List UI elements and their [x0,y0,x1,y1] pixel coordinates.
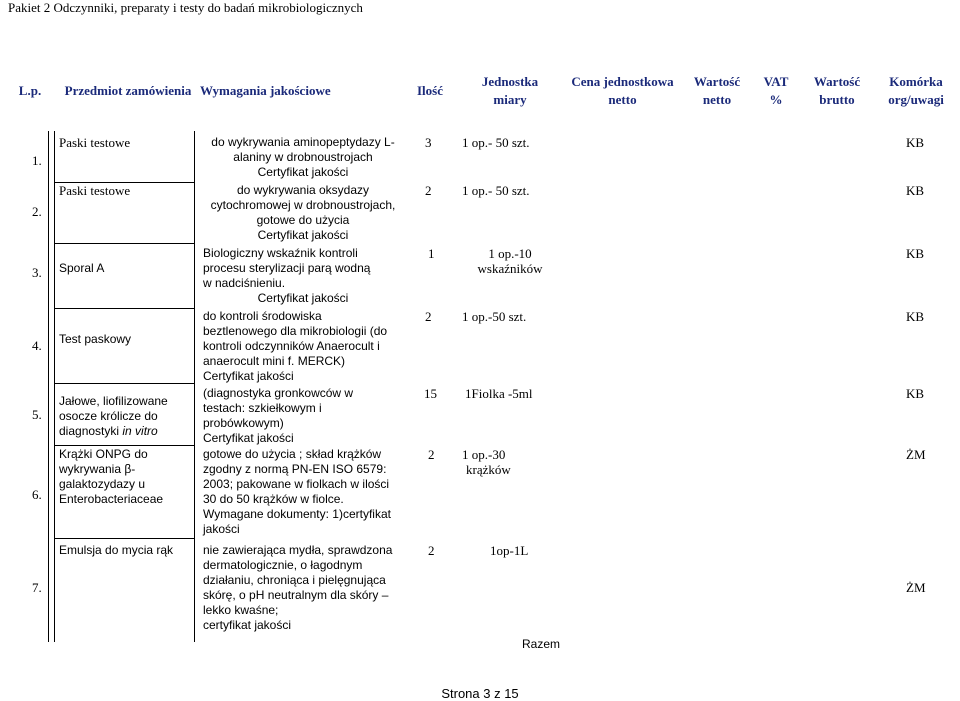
unit-line: wskaźników [477,261,543,276]
row-number: 3. [32,265,42,280]
requirements-line: skórę, o pH neutralnym dla skóry – [203,588,389,602]
header-value-gross [806,73,868,109]
row-org: KB [906,183,925,198]
row-number: 6. [32,487,42,502]
header-value-gross-line1: Wartość [813,74,861,89]
row-quantity: 15 [424,386,437,401]
requirements-line: 30 do 50 krążków w fiolce. [203,492,344,506]
table-divider [54,308,194,309]
requirements-line: gotowe do użycia [256,213,350,227]
header-value-net [686,73,748,109]
row-unit: 1 op.- 50 szt. [462,183,530,198]
document-title: Pakiet 2 Odczynniki, preparaty i testy do badań mikrobiologicznych [8,0,363,15]
subject-line: Krążki ONPG do [59,447,148,461]
unit-line: krążków [466,462,511,477]
row-org: KB [906,246,925,261]
header-value-net-line2: netto [702,92,732,107]
header-unit-line2: miary [493,92,527,107]
row-quantity: 2 [425,309,432,324]
row-quantity: 2 [428,543,435,558]
row-subject: Test paskowy [59,332,132,346]
subject-line-italic: in vitro [122,424,158,438]
row-requirements [203,135,403,180]
row-subject: Paski testowe [59,183,131,198]
row-subject [59,394,168,439]
row-requirements [203,386,403,446]
requirements-line: kontroli odczynników Anaerocult i [203,339,380,353]
requirements-line: gotowe do użycia ; skład krążków [203,447,382,461]
subject-line: galaktozydazy u [59,477,146,491]
table-divider [54,243,194,244]
header-org-line2: org/uwagi [888,92,944,107]
header-org-line1: Komórka [889,74,943,89]
header-unit-line1: Jednostka [481,74,539,89]
row-org: ŻM [906,580,926,595]
subject-line [59,424,168,439]
requirements-line: w nadciśnieniu. [203,276,286,290]
table-divider [48,131,49,642]
header-vat [752,73,800,109]
row-quantity: 2 [428,447,435,462]
row-unit: 1Fiolka -5ml [465,386,533,401]
requirements-line: anaerocult mini f. MERCK) [203,354,346,368]
row-unit: 1op-1L [490,543,529,558]
subject-line: Enterobacteriaceae [59,492,164,506]
row-requirements [203,183,403,243]
row-requirements [203,246,403,306]
header-subject: Przedmiot zamówienia [64,83,192,98]
requirements-line: do wykrywania aminopeptydazy L- [211,135,395,149]
header-unit-price-line1: Cena jednostkowa [571,74,674,89]
requirements-line: Wymagane dokumenty: 1)certyfikat [203,507,391,521]
table-divider [54,445,194,446]
header-unit-price [560,73,685,109]
header-unit [470,73,550,109]
table-divider [194,131,195,642]
requirements-line: certyfikat jakości [203,618,292,632]
row-subject [59,447,163,507]
row-requirements [203,543,403,633]
requirements-line: cytochromowej w drobnoustrojach, [210,198,396,212]
requirements-line: dermatologicznie, o łagodnym [203,558,363,572]
header-value-net-line1: Wartość [693,74,741,89]
requirements-line: Certyfikat jakości [257,165,349,179]
header-vat-line2: % [769,92,783,107]
row-quantity: 1 [428,246,435,261]
header-value-gross-line2: brutto [819,92,855,107]
requirements-line: (diagnostyka gronkowców w [203,386,354,400]
requirements-line: 2003; pakowane w fiolkach w ilości [203,477,390,491]
header-quantity: Ilość [417,83,443,98]
requirements-line: beztlenowego dla mikrobiologii (do [203,324,388,338]
table-divider [54,383,194,384]
header-requirements: Wymagania jakościowe [200,83,331,98]
row-unit [470,246,550,276]
requirements-line: zgodny z normą PN-EN ISO 6579: [203,462,387,476]
requirements-line: do wykrywania oksydazy [236,183,370,197]
row-number: 5. [32,407,42,422]
row-org: ŻM [906,447,926,462]
row-number: 1. [32,153,42,168]
row-quantity: 3 [425,135,432,150]
row-number: 2. [32,204,42,219]
requirements-line: Biologiczny wskaźnik kontroli [203,246,358,260]
row-subject: Paski testowe [59,135,131,150]
row-unit [462,447,542,477]
header-unit-price-line2: netto [608,92,637,107]
row-org: KB [906,309,925,324]
page-footer: Strona 3 z 15 [441,686,519,701]
unit-line: 1 op.-30 [462,447,506,462]
subject-line: osocze królicze do [59,409,158,423]
requirements-line: jakości [203,522,240,536]
requirements-line: do kontroli środowiska [203,309,322,323]
unit-line: 1 op.-10 [488,246,532,261]
requirements-line: nie zawierająca mydła, sprawdzona [203,543,393,557]
row-subject: Emulsja do mycia rąk [59,543,174,557]
table-divider [54,131,55,642]
header-lp: L.p. [18,83,42,98]
requirements-line: probówkowym) [203,416,284,430]
row-requirements [203,309,403,384]
requirements-line: Certyfikat jakości [257,291,349,305]
requirements-line: procesu sterylizacji parą wodną [203,261,371,275]
requirements-line: Certyfikat jakości [203,431,294,445]
row-org: KB [906,386,925,401]
requirements-line: testach: szkiełkowym i [203,401,322,415]
table-divider [54,538,194,539]
requirements-line: alaniny w drobnoustrojach [233,150,373,164]
row-quantity: 2 [425,183,432,198]
subject-line-text: diagnostyki [59,424,123,438]
requirements-line: lekko kwaśne; [203,603,279,617]
subject-line: wykrywania β- [59,462,136,476]
requirements-line: działaniu, chroniąca i pielęgnująca [203,573,386,587]
header-vat-line1: VAT [763,74,789,89]
row-number: 4. [32,338,42,353]
header-org [876,73,956,109]
row-requirements [203,447,403,537]
row-unit: 1 op.-50 szt. [462,309,527,324]
requirements-line: Certyfikat jakości [257,228,349,242]
requirements-line: Certyfikat jakości [203,369,294,383]
subject-line: Jałowe, liofilizowane [59,394,168,408]
row-org: KB [906,135,925,150]
row-number: 7. [32,580,42,595]
row-subject: Sporal A [59,261,105,275]
total-label: Razem [522,637,561,651]
row-unit: 1 op.- 50 szt. [462,135,530,150]
